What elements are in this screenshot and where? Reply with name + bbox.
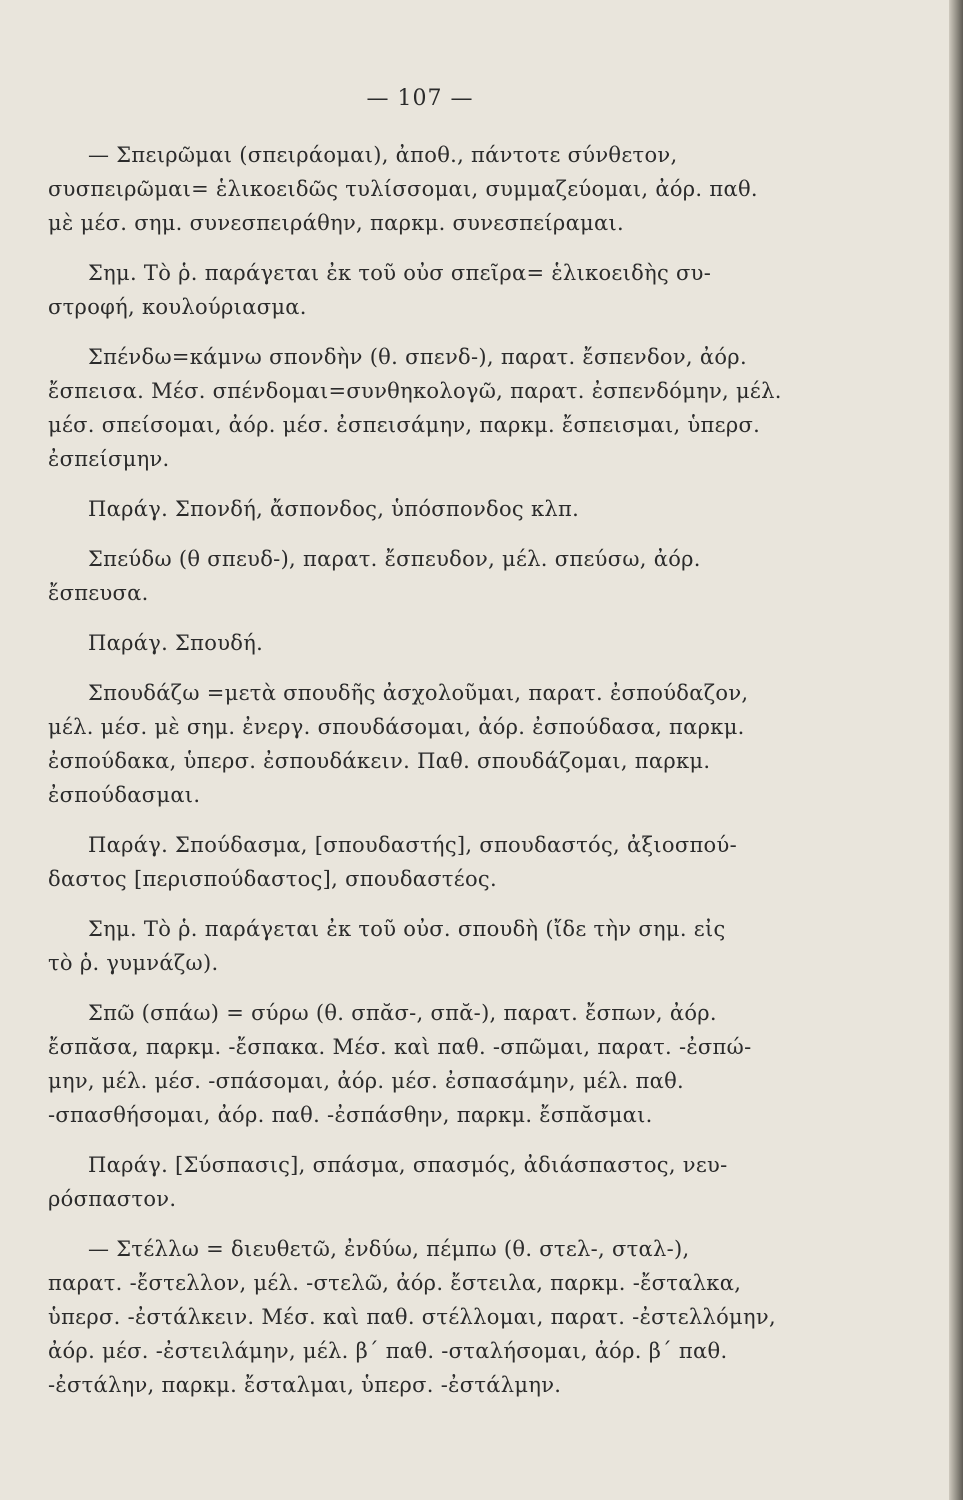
entry-line: μην, μέλ. μέσ. -σπάσομαι, ἀόρ. μέσ. ἐσπασάμην, μέλ. παθ. <box>48 1069 685 1093</box>
entry-line: Σπένδω=κάμνω σπονδὴν (θ. σπενδ-), παρατ. ἔσπενδον, ἀόρ. <box>88 345 747 369</box>
entry-line: Παράγ. Σπούδασμα, [σπουδαστής], σπουδαστός, ἀξιοσπού- <box>88 833 737 857</box>
dictionary-entry <box>48 256 792 324</box>
entry-line: — Σπειρῶμαι (σπειράομαι), ἀποθ., πάντοτε σύνθετον, <box>88 143 678 167</box>
page-number: — 107 — <box>366 86 474 111</box>
entry-line: -σπασθήσομαι, ἀόρ. παθ. -ἐσπάσθην, παρκμ. ἔσπᾰσμαι. <box>48 1103 653 1127</box>
page-edge-shadow <box>949 0 963 1500</box>
entry-line: Σπουδάζω =μετὰ σπουδῆς ἀσχολοῦμαι, παρατ. ἐσπούδαζον, <box>88 681 749 705</box>
entry-line: ἔσπᾰσα, παρκμ. -ἔσπακα. Μέσ. καὶ παθ. -σπῶμαι, παρατ. -ἐσπώ- <box>48 1035 752 1059</box>
entry-line: Σπῶ (σπάω) = σύρω (θ. σπᾰσ-, σπᾰ-), παρατ. ἔσπων, ἀόρ. <box>88 1001 717 1025</box>
entry-line: παρατ. -ἔστελλον, μέλ. -στελῶ, ἀόρ. ἔστειλα, παρκμ. -ἔσταλκα, <box>48 1271 742 1295</box>
entry-line: δαστος [περισπούδαστος], σπουδαστέος. <box>48 867 497 891</box>
entries-list <box>48 138 792 1402</box>
entry-line: συσπειρῶμαι= ἑλικοειδῶς τυλίσσομαι, συμμαζεύομαι, ἀόρ. παθ. <box>48 177 758 201</box>
dictionary-entry <box>48 828 792 896</box>
entry-line: μέλ. μέσ. μὲ σημ. ἐνεργ. σπουδάσομαι, ἀόρ. ἐσπούδασα, παρκμ. <box>48 715 745 739</box>
dictionary-entry <box>48 996 792 1132</box>
entry-line: Παράγ. [Σύσπασις], σπάσμα, σπασμός, ἀδιάσπαστος, νευ- <box>88 1153 728 1177</box>
entry-line: ρόσπαστον. <box>48 1187 177 1211</box>
entry-line: Παράγ. Σπουδή. <box>88 631 264 655</box>
entry-line: μὲ μέσ. σημ. συνεσπειράθην, παρκμ. συνεσπείραμαι. <box>48 211 624 235</box>
dictionary-entry <box>48 542 792 610</box>
entry-line: ἀόρ. μέσ. -ἐστειλάμην, μέλ. β΄ παθ. -σταλήσομαι, ἀόρ. β΄ παθ. <box>48 1339 728 1363</box>
book-page <box>48 82 792 1418</box>
entry-line: ἔσπεισα. Μέσ. σπένδομαι=συνθηκολογῶ, παρατ. ἐσπενδόμην, μέλ. <box>48 379 782 403</box>
entry-line: -ἐστάλην, παρκμ. ἔσταλμαι, ὑπερσ. -ἐστάλμην. <box>48 1373 562 1397</box>
dictionary-entry <box>48 1232 792 1402</box>
entry-line: Σημ. Τὸ ῥ. παράγεται ἐκ τοῦ οὐσ σπεῖρα= ἑλικοειδὴς συ- <box>88 261 712 285</box>
dictionary-entry <box>48 1148 792 1216</box>
entry-line: ὑπερσ. -ἐστάλκειν. Μέσ. καὶ παθ. στέλλομαι, παρατ. -ἐστελλόμην, <box>48 1305 776 1329</box>
entry-line: Σπεύδω (θ σπευδ-), παρατ. ἔσπευδον, μέλ. σπεύσω, ἀόρ. <box>88 547 701 571</box>
dictionary-entry <box>48 340 792 476</box>
entry-line: Σημ. Τὸ ῥ. παράγεται ἐκ τοῦ οὐσ. σπουδὴ (ἴδε τὴν σημ. εἰς <box>88 917 726 941</box>
entry-line: τὸ ῥ. γυμνάζω). <box>48 951 219 975</box>
entry-line: ἐσπούδακα, ὑπερσ. ἐσπουδάκειν. Παθ. σπουδάζομαι, παρκμ. <box>48 749 711 773</box>
entry-line: Παράγ. Σπονδή, ἄσπονδος, ὑπόσπονδος κλπ. <box>88 497 580 521</box>
dictionary-entry <box>48 676 792 812</box>
entry-line: ἔσπευσα. <box>48 581 149 605</box>
entry-line: ἐσπείσμην. <box>48 447 170 471</box>
dictionary-entry <box>48 138 792 240</box>
entry-line: — Στέλλω = διευθετῶ, ἐνδύω, πέμπω (θ. στελ-, σταλ-), <box>88 1237 690 1261</box>
entry-line: στροφή, κουλούριασμα. <box>48 295 307 319</box>
dictionary-entry <box>48 492 792 526</box>
entry-line: μέσ. σπείσομαι, ἀόρ. μέσ. ἐσπεισάμην, παρκμ. ἔσπεισμαι, ὑπερσ. <box>48 413 761 437</box>
entry-line: ἐσπούδασμαι. <box>48 783 201 807</box>
dictionary-entry <box>48 912 792 980</box>
dictionary-entry <box>48 626 792 660</box>
